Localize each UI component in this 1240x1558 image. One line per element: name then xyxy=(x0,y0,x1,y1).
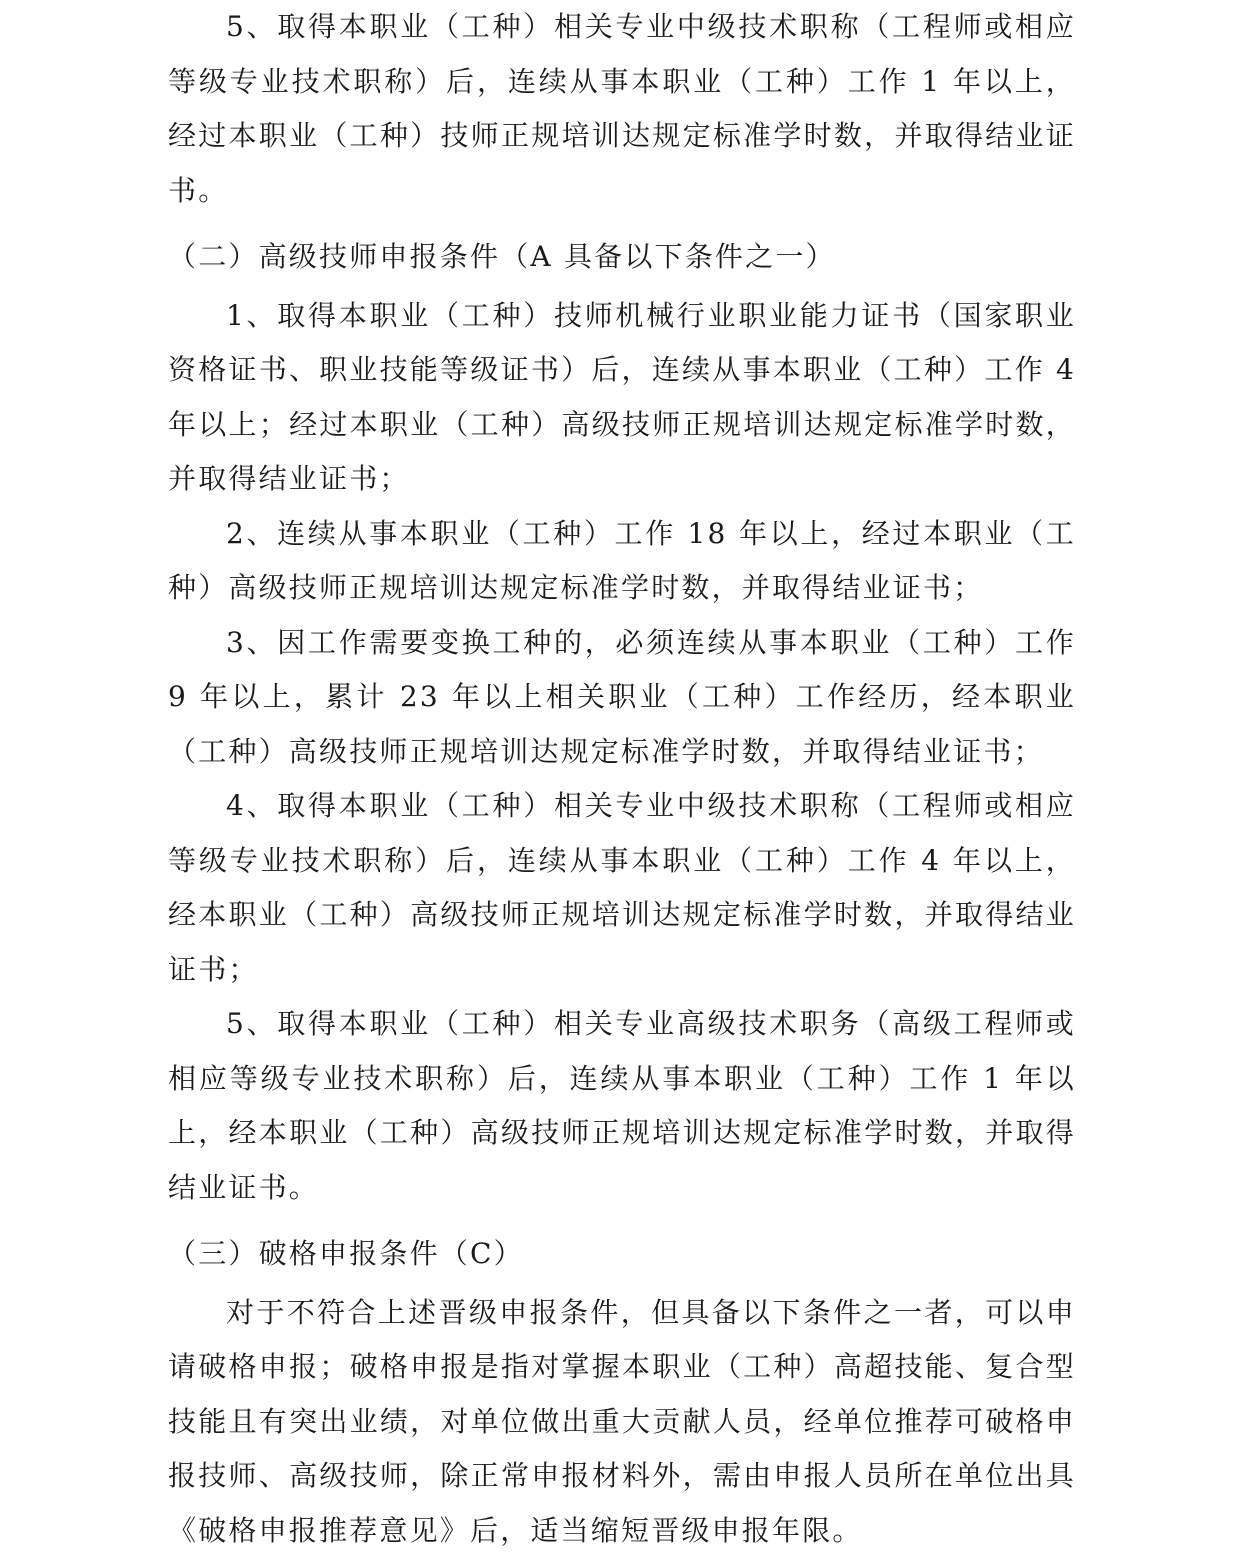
senior-condition-5: 5、取得本职业（工种）相关专业高级技术职务（高级工程师或相应等级专业技术职称）后，连续从事本职业（工种）工作 1 年以上，经本职业（工种）高级技师正规培训达规定标准学时数，并取得结业证书。 xyxy=(168,997,1076,1215)
senior-technician-heading: （二）高级技师申报条件（A 具备以下条件之一） xyxy=(168,218,1076,289)
exceptional-heading: （三）破格申报条件（C） xyxy=(168,1215,1076,1286)
technician-condition-5: 5、取得本职业（工种）相关专业中级技术职称（工程师或相应等级专业技术职称）后，连续从事本职业（工种）工作 1 年以上，经过本职业（工种）技师正规培训达规定标准学时数，并取得结业证书。 xyxy=(168,0,1076,218)
document-page xyxy=(168,0,1076,1558)
exceptional-body: 对于不符合上述晋级申报条件，但具备以下条件之一者，可以申请破格申报；破格申报是指对掌握本职业（工种）高超技能、复合型技能且有突出业绩，对单位做出重大贡献人员，经单位推荐可破格申报技师、高级技师，除正常申报材料外，需由申报人员所在单位出具《破格申报推荐意见》后，适当缩短晋级申报年限。 xyxy=(168,1286,1076,1558)
senior-condition-3: 3、因工作需要变换工种的，必须连续从事本职业（工种）工作 9 年以上，累计 23 年以上相关职业（工种）工作经历，经本职业（工种）高级技师正规培训达规定标准学时数，并取得结业证书； xyxy=(168,616,1076,780)
senior-condition-4: 4、取得本职业（工种）相关专业中级技术职称（工程师或相应等级专业技术职称）后，连续从事本职业（工种）工作 4 年以上，经本职业（工种）高级技师正规培训达规定标准学时数，并取得结业证书； xyxy=(168,779,1076,997)
senior-condition-1: 1、取得本职业（工种）技师机械行业职业能力证书（国家职业资格证书、职业技能等级证书）后，连续从事本职业（工种）工作 4 年以上；经过本职业（工种）高级技师正规培训达规定标准学时数，并取得结业证书； xyxy=(168,289,1076,507)
senior-condition-2: 2、连续从事本职业（工种）工作 18 年以上，经过本职业（工种）高级技师正规培训达规定标准学时数，并取得结业证书； xyxy=(168,507,1076,616)
